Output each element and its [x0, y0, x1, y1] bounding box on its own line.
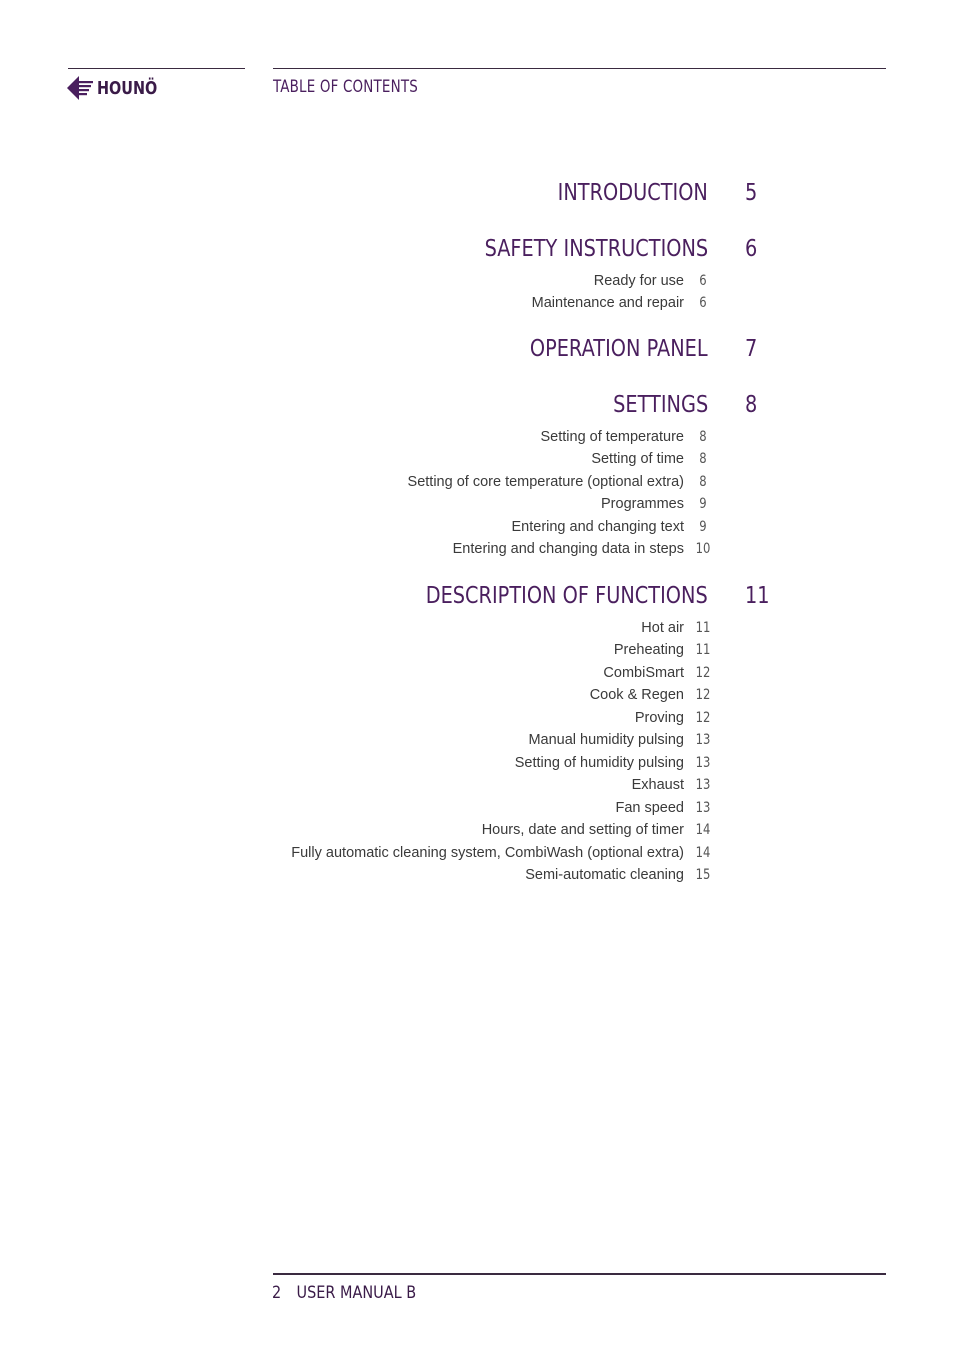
toc-entry-page: 13 [695, 777, 711, 794]
toc-entry[interactable] [0, 620, 954, 640]
toc-entry[interactable] [0, 295, 954, 315]
toc-entry-title: Entering and changing data in steps [452, 541, 684, 558]
toc-entry[interactable] [0, 665, 954, 685]
toc-entry-title: Cook & Regen [589, 687, 684, 704]
toc-entry[interactable] [0, 519, 954, 539]
toc-entry-title: Ready for use [593, 273, 684, 289]
toc-entry-page: 8 [699, 473, 707, 490]
toc-entry-title: Proving [634, 709, 684, 726]
toc-entry-title: Maintenance and repair [531, 295, 684, 312]
toc-entry-page: 6 [699, 295, 707, 312]
toc-entry-title: Programmes [601, 496, 684, 513]
toc-entry[interactable] [0, 451, 954, 471]
toc-entry-title: Setting of core temperature (optional extra) [407, 473, 684, 490]
toc-entry-page: 11 [695, 642, 711, 659]
toc-entry[interactable] [0, 474, 954, 494]
toc-entry-page: 11 [695, 620, 711, 636]
toc-entry[interactable] [0, 541, 954, 561]
toc-entry-title: Fan speed [615, 799, 684, 816]
diamond-logo-icon [67, 74, 95, 102]
toc-section[interactable] [0, 336, 954, 366]
footer-rule [273, 1273, 886, 1275]
toc-entry[interactable] [0, 642, 954, 662]
toc-section-title: INTRODUCTION [557, 180, 708, 206]
toc-section-title: SAFETY INSTRUCTIONS [484, 236, 708, 262]
header-rule-left [68, 68, 245, 69]
logo-wordmark: HOUNÖ [97, 77, 158, 99]
toc-section-page: 8 [745, 392, 758, 418]
toc-entry-title: Semi-automatic cleaning [525, 866, 684, 883]
toc-entry-title: Entering and changing text [511, 518, 684, 535]
toc-entry-title: Setting of humidity pulsing [514, 754, 684, 771]
toc-section[interactable] [0, 180, 954, 210]
toc-entry-page: 9 [699, 496, 707, 513]
header-rule-right [273, 68, 886, 69]
toc-entry[interactable] [0, 845, 954, 865]
toc-entry-page: 8 [699, 429, 707, 445]
toc-entry-page: 12 [695, 687, 711, 704]
toc-entry[interactable] [0, 710, 954, 730]
toc-entry-title: Fully automatic cleaning system, CombiWash (optional extra) [291, 844, 684, 861]
toc-entry-title: CombiSmart [603, 664, 684, 681]
toc-entry-page: 14 [695, 822, 711, 839]
toc-section-page: 7 [745, 336, 758, 362]
footer [272, 1283, 416, 1303]
page-title: TABLE OF CONTENTS [273, 77, 418, 97]
toc-entry-title: Hours, date and setting of timer [481, 822, 684, 839]
toc-entry[interactable] [0, 867, 954, 887]
toc-entry[interactable] [0, 800, 954, 820]
toc-entry[interactable] [0, 732, 954, 752]
toc-entry[interactable] [0, 429, 954, 449]
toc-entry-page: 9 [699, 518, 707, 535]
toc-entry[interactable] [0, 496, 954, 516]
footer-doc-title: USER MANUAL B [296, 1283, 417, 1303]
toc-entry[interactable] [0, 777, 954, 797]
toc-entry-page: 6 [699, 273, 707, 289]
toc-entry-title: Hot air [641, 620, 684, 636]
toc-entry[interactable] [0, 822, 954, 842]
toc-entry-title: Setting of time [591, 451, 684, 468]
toc-section-title: DESCRIPTION OF FUNCTIONS [426, 583, 708, 609]
toc-entry-page: 13 [695, 799, 711, 816]
toc-entry[interactable] [0, 273, 954, 293]
toc-entry-page: 8 [699, 451, 707, 468]
toc-section-page: 5 [745, 180, 758, 206]
toc-entry-page: 12 [695, 709, 711, 726]
toc-entry-title: Exhaust [631, 777, 684, 794]
toc-section-page: 6 [745, 236, 758, 262]
toc-entry-title: Setting of temperature [540, 429, 684, 445]
toc-section-title: SETTINGS [612, 392, 708, 418]
toc-section[interactable] [0, 583, 954, 613]
toc-entry-page: 12 [695, 664, 711, 681]
toc-section[interactable] [0, 392, 954, 422]
footer-page-number: 2 [272, 1283, 282, 1303]
hounoe-logo [67, 74, 172, 102]
toc-entry-page: 14 [695, 844, 711, 861]
toc-entry-page: 13 [695, 754, 711, 771]
toc-entry-page: 13 [695, 732, 711, 749]
toc-entry[interactable] [0, 755, 954, 775]
toc-entry[interactable] [0, 687, 954, 707]
toc-section-page: 11 [745, 583, 770, 609]
toc-entry-page: 15 [695, 866, 711, 883]
toc-entry-page: 10 [695, 541, 711, 558]
toc-entry-title: Preheating [613, 642, 684, 659]
toc-entry-title: Manual humidity pulsing [528, 732, 684, 749]
toc-section-title: OPERATION PANEL [530, 336, 708, 362]
toc-section[interactable] [0, 236, 954, 266]
